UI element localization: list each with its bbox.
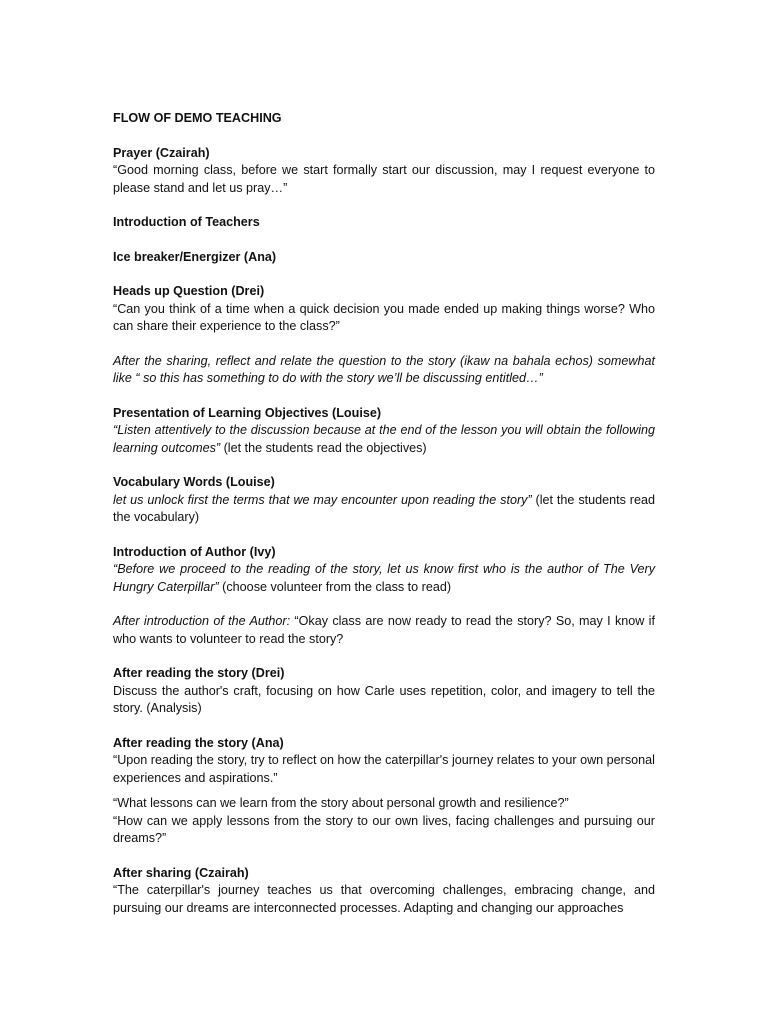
section-prayer bbox=[113, 145, 655, 198]
after-text: “Okay class are now ready to read the story? So, may I know if who wants to volunteer to read the story? bbox=[113, 614, 655, 646]
section-text bbox=[113, 422, 655, 457]
quote-text: let us unlock first the terms that we may encounter upon reading the story” bbox=[113, 492, 532, 507]
section-vocabulary bbox=[113, 474, 655, 527]
section-after-sharing bbox=[113, 865, 655, 918]
section-text: “The caterpillar's journey teaches us that overcoming challenges, embracing change, and pursuing our dreams are interconnected processes. Adapting and changing our approaches bbox=[113, 883, 655, 915]
section-icebreaker bbox=[113, 249, 655, 267]
section-heading: Ice breaker/Energizer (Ana) bbox=[113, 249, 277, 264]
section-heading: Prayer (Czairah) bbox=[113, 145, 210, 160]
after-author-text bbox=[113, 613, 655, 648]
quote-text: “Listen attentively to the discussion because at the end of the lesson you will obtain the following learning outcomes” bbox=[113, 423, 655, 455]
section-heading: After reading the story (Drei) bbox=[113, 666, 285, 680]
section-objectives bbox=[113, 405, 655, 458]
document-title: FLOW OF DEMO TEACHING bbox=[113, 111, 282, 125]
document-page bbox=[113, 110, 655, 934]
section-heading: After sharing (Czairah) bbox=[113, 865, 249, 880]
section-text bbox=[113, 492, 655, 527]
section-heading: Vocabulary Words (Louise) bbox=[113, 475, 275, 489]
section-text bbox=[113, 561, 655, 596]
section-text: “Upon reading the story, try to reflect on how the caterpillar's journey relates to your own personal experiences and aspirations.” bbox=[113, 753, 655, 785]
section-heading: Introduction of Author (Ivy) bbox=[113, 544, 276, 559]
section-text: “Good morning class, before we start formally start our discussion, may I request everyone to please stand and let us pray…” bbox=[113, 163, 655, 195]
after-label: After introduction of the Author: bbox=[113, 614, 291, 628]
question-text: “How can we apply lessons from the story to our own lives, facing challenges and pursuing our dreams?” bbox=[113, 813, 655, 845]
instruction-text: (choose volunteer from the class to read) bbox=[218, 579, 452, 594]
section-author bbox=[113, 544, 655, 649]
section-heading: After reading the story (Ana) bbox=[113, 735, 284, 750]
instruction-text: (let the students read the objectives) bbox=[220, 440, 427, 455]
section-text: Discuss the author's craft, focusing on how Carle uses repetition, color, and imagery to tell the story. (Analysis) bbox=[113, 683, 655, 715]
section-after-reading-ana bbox=[113, 735, 655, 848]
section-heading: Presentation of Learning Objectives (Louise) bbox=[113, 405, 382, 420]
section-heading: Heads up Question (Drei) bbox=[113, 284, 265, 298]
section-text: “Can you think of a time when a quick decision you made ended up making things worse? Who can share their experience to the class?” bbox=[113, 301, 655, 333]
question-text: “What lessons can we learn from the story about personal growth and resilience?” bbox=[113, 796, 569, 810]
instruction-text: (let the students read the vocabulary) bbox=[113, 492, 656, 524]
section-after-reading-drei bbox=[113, 665, 655, 718]
section-heads-up bbox=[113, 283, 655, 388]
section-note: After the sharing, reflect and relate the question to the story (ikaw na bahala echos) somewhat like “ so this has something to do with the story we’ll be discussing entitled…” bbox=[113, 353, 655, 385]
quote-text: “Before we proceed to the reading of the story, let us know first who is the author of The Very Hungry Caterpillar” bbox=[113, 562, 655, 594]
section-heading: Introduction of Teachers bbox=[113, 215, 260, 229]
section-intro-teachers bbox=[113, 214, 655, 232]
